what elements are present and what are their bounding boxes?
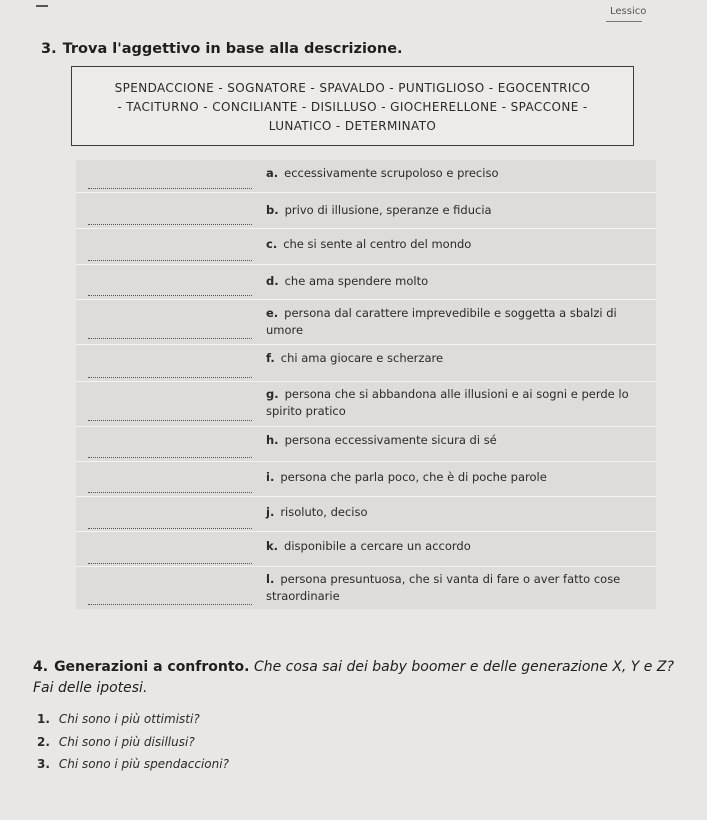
item-letter: a. (266, 166, 279, 180)
table-row (76, 567, 656, 609)
answer-blank[interactable] (88, 377, 252, 378)
exercise-3-instruction: Trova l'aggettivo in base alla descrizione. (62, 41, 403, 57)
answer-blank[interactable] (88, 338, 252, 339)
item-text: persona eccessivamente sicura di sé (284, 433, 497, 447)
item-text: persona che si abbandona alle illusioni e ai sogni e perde lo spirito pratico (266, 387, 629, 418)
item-text: persona presuntuosa, che si vanta di fare o aver fatto cose straordinarie (266, 572, 621, 603)
item-description (266, 571, 671, 605)
item-letter: k. (266, 539, 279, 553)
table-row (76, 532, 656, 567)
item-text: privo di illusione, speranze e fiducia (284, 203, 492, 217)
item-letter: b. (266, 203, 279, 217)
table-row (76, 382, 656, 427)
answer-blank[interactable] (88, 295, 252, 296)
item-text: eccessivamente scrupoloso e preciso (284, 166, 499, 180)
section-header: Lessico (610, 6, 647, 17)
word-bank-line: - TACITURNO - CONCILIANTE - DISILLUSO - GIOCHERELLONE - SPACCONE - (117, 100, 588, 114)
exercise-4-title: Generazioni a confronto. (54, 659, 250, 675)
table-row (76, 160, 656, 193)
item-letter: d. (266, 274, 279, 288)
item-letter: l. (266, 572, 275, 586)
table-row (76, 229, 656, 265)
item-description (266, 236, 656, 253)
table-row (76, 497, 656, 532)
answer-blank[interactable] (88, 563, 252, 564)
table-row (76, 265, 656, 300)
table-row (76, 427, 656, 462)
answer-blank[interactable] (88, 420, 252, 421)
item-letter: e. (266, 306, 279, 320)
question-item (37, 735, 195, 749)
exercise-4-number: 4. (33, 659, 49, 675)
word-bank-line: LUNATICO - DETERMINATO (268, 119, 437, 133)
item-description (266, 165, 656, 182)
word-bank (71, 66, 634, 146)
answer-blank[interactable] (88, 188, 252, 189)
item-letter: j. (266, 505, 275, 519)
header-underline (606, 21, 642, 22)
question-text: Chi sono i più spendaccioni? (58, 757, 229, 771)
exercise-3-number: 3. (41, 41, 57, 57)
exercise-4-text: Che cosa sai dei baby boomer e delle generazione X, Y e Z? Fai delle ipotesi. (33, 659, 674, 696)
answer-blank[interactable] (88, 604, 252, 605)
item-description (266, 305, 656, 339)
answer-blank[interactable] (88, 260, 252, 261)
item-text: persona dal carattere imprevedibile e soggetta a sbalzi di umore (266, 306, 617, 337)
item-description (266, 202, 656, 219)
item-letter: i. (266, 470, 275, 484)
item-letter: h. (266, 433, 279, 447)
exercise-3-title (41, 41, 403, 57)
item-text: risoluto, deciso (280, 505, 368, 519)
table-row (76, 300, 656, 345)
item-letter: g. (266, 387, 279, 401)
item-text: che ama spendere molto (284, 274, 429, 288)
exercise-4-prompt (33, 657, 693, 699)
item-description (266, 538, 656, 555)
question-item (37, 757, 229, 771)
answer-blank[interactable] (88, 528, 252, 529)
question-number: 2. (37, 735, 50, 749)
question-text: Chi sono i più ottimisti? (58, 712, 200, 726)
table-row (76, 345, 656, 382)
question-number: 1. (37, 712, 50, 726)
item-description (266, 386, 656, 420)
item-description (266, 273, 656, 290)
item-description (266, 432, 656, 449)
answer-blank[interactable] (88, 492, 252, 493)
question-item (37, 712, 200, 726)
item-description (266, 350, 656, 367)
question-text: Chi sono i più disillusi? (58, 735, 195, 749)
item-description (266, 504, 656, 521)
item-letter: c. (266, 237, 278, 251)
item-text: chi ama giocare e scherzare (280, 351, 444, 365)
item-text: disponibile a cercare un accordo (284, 539, 471, 553)
item-text: persona che parla poco, che è di poche parole (280, 470, 547, 484)
table-row (76, 462, 656, 497)
corner-mark (36, 5, 48, 7)
word-bank-line: SPENDACCIONE - SOGNATORE - SPAVALDO - PUNTIGLIOSO - EGOCENTRICO (114, 81, 591, 95)
table-row (76, 193, 656, 229)
exercise-3-table (76, 160, 656, 609)
question-number: 3. (37, 757, 50, 771)
item-text: che si sente al centro del mondo (283, 237, 472, 251)
answer-blank[interactable] (88, 457, 252, 458)
answer-blank[interactable] (88, 224, 252, 225)
item-letter: f. (266, 351, 275, 365)
item-description (266, 469, 656, 486)
